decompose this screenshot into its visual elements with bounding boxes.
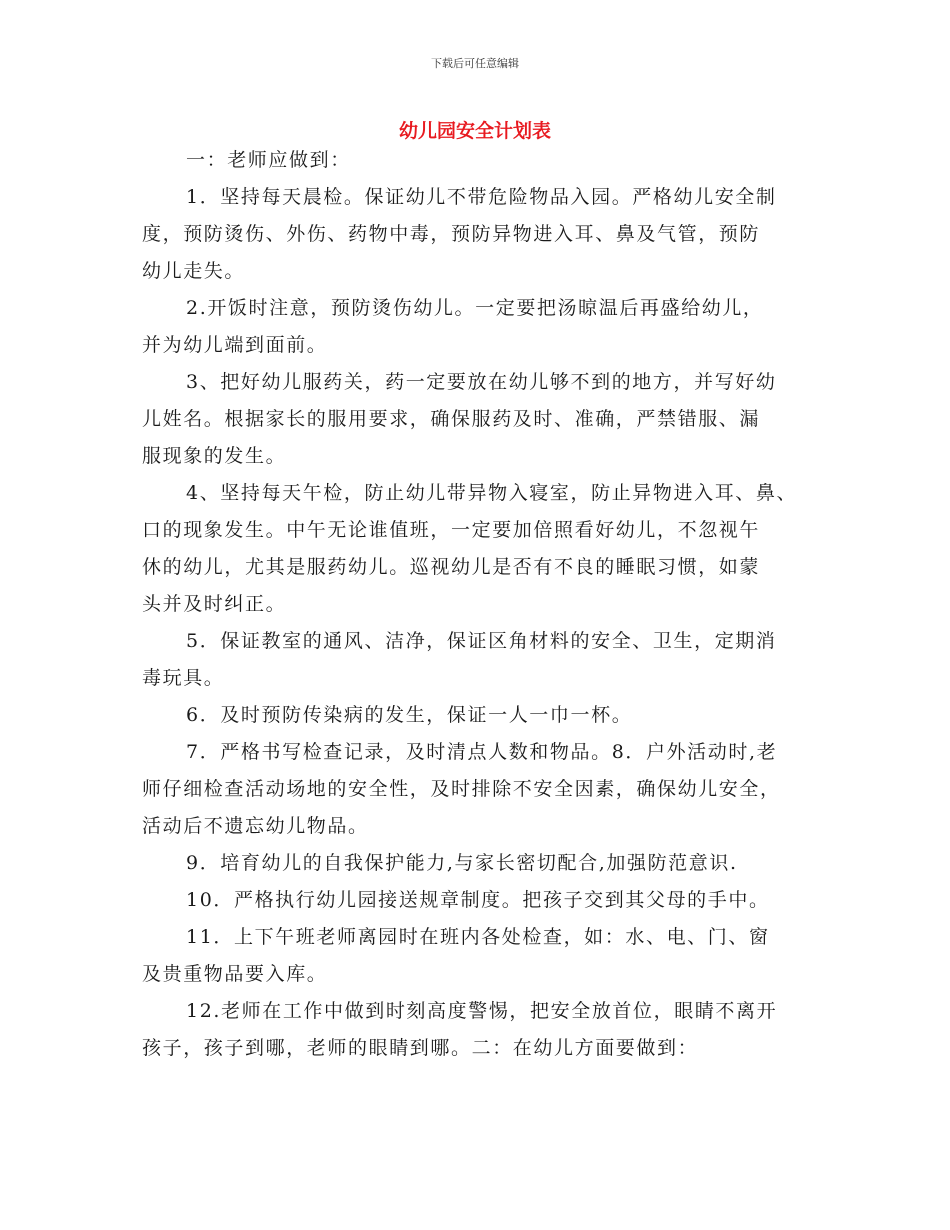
text-line: 师仔细检查活动场地的安全性，及时排除不安全因素，确保幼儿安全， [142, 778, 781, 800]
paragraph [142, 734, 824, 845]
text-line: 活动后不遗忘幼儿物品。 [142, 815, 369, 837]
text-line: 及贵重物品要入库。 [142, 963, 328, 985]
text-line: 休的幼儿，尤其是服药幼儿。巡视幼儿是否有不良的睡眠习惯，如蒙 [142, 556, 761, 578]
paragraph [142, 919, 824, 993]
text-line: 11．上下午班老师离园时在班内各处检查，如：水、电、门、窗 [186, 926, 770, 948]
text-line: 12.老师在工作中做到时刻高度警惕，把安全放首位，眼睛不离开 [186, 1000, 778, 1022]
paragraph [142, 623, 824, 697]
text-line: 孩子，孩子到哪，老师的眼睛到哪。二：在幼儿方面要做到： [142, 1037, 699, 1059]
paragraph [142, 993, 824, 1067]
header-note: 下载后可任意编辑 [431, 57, 519, 70]
paragraph [142, 290, 824, 364]
paragraph [142, 882, 824, 919]
text-line: 4、坚持每天午检，防止幼儿带异物入寝室，防止异物进入耳、鼻、 [186, 482, 798, 504]
paragraph [142, 142, 824, 179]
text-line: 6．及时预防传染病的发生，保证一人一巾一杯。 [186, 704, 633, 726]
text-line: 幼儿走失。 [142, 260, 246, 282]
text-line: 5．保证教室的通风、洁净，保证区角材料的安全、卫生，定期消 [186, 630, 777, 652]
text-line: 10．严格执行幼儿园接送规章制度。把孩子交到其父母的手中。 [186, 889, 770, 911]
text-line: 度，预防烫伤、外伤、药物中毒，预防异物进入耳、鼻及气管，预防 [142, 223, 761, 245]
text-line: 1．坚持每天晨检。保证幼儿不带危险物品入园。严格幼儿安全制 [186, 186, 777, 208]
text-line: 口的现象发生。中午无论谁值班，一定要加倍照看好幼儿，不忽视午 [142, 519, 761, 541]
paragraph [142, 364, 824, 475]
document-title: 幼儿园安全计划表 [398, 120, 551, 142]
text-line: 并为幼儿端到面前。 [142, 334, 328, 356]
text-line: 7．严格书写检查记录，及时清点人数和物品。8．户外活动时,老 [186, 741, 778, 763]
text-line: 毒玩具。 [142, 667, 225, 689]
text-line: 3、把好幼儿服药关，药一定要放在幼儿够不到的地方，并写好幼 [186, 371, 777, 393]
text-line: 9．培育幼儿的自我保护能力,与家长密切配合,加强防范意识. [186, 852, 738, 874]
text-line: 头并及时纠正。 [142, 593, 287, 615]
paragraph [142, 475, 824, 623]
paragraph [142, 179, 824, 290]
text-line: 服现象的发生。 [142, 445, 287, 467]
document-body [142, 142, 824, 1067]
text-line: 一：老师应做到： [186, 149, 351, 171]
paragraph [142, 697, 824, 734]
text-line: 儿姓名。根据家长的服用要求，确保服药及时、准确，严禁错服、漏 [142, 408, 761, 430]
text-line: 2.开饭时注意，预防烫伤幼儿。一定要把汤晾温后再盛给幼儿， [186, 297, 764, 319]
paragraph [142, 845, 824, 882]
